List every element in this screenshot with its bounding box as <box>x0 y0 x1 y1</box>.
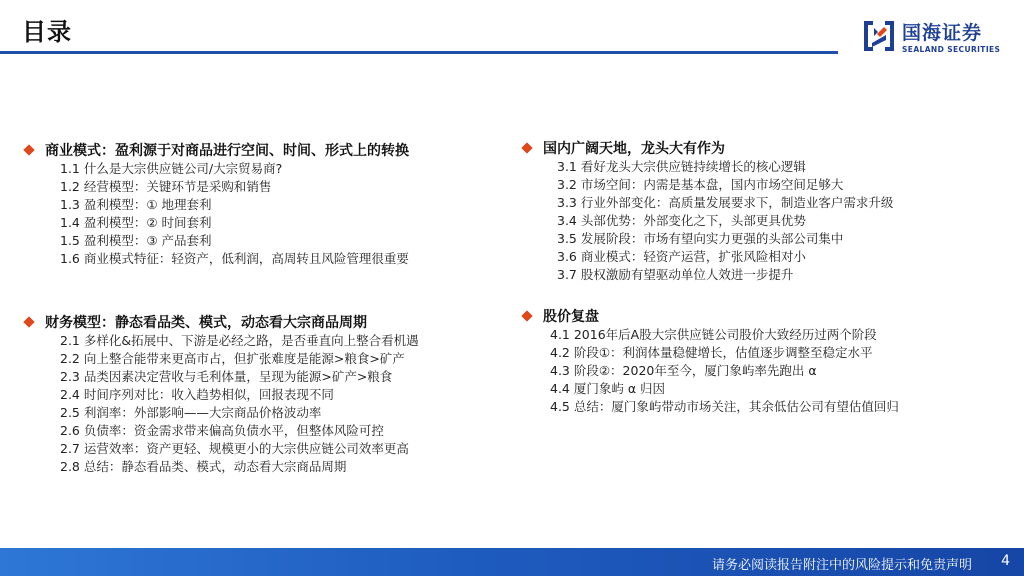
logo-name-en: SEALAND SECURITIES <box>902 45 1001 54</box>
toc-item: 3.6 商业模式：轻资产运营，扩张风险相对小 <box>557 249 806 264</box>
toc-item: 3.3 行业外部变化：高质量发展要求下，制造业客户需求升级 <box>557 195 894 210</box>
toc-item: 4.3 阶段②：2020年至今，厦门象屿率先跑出 α <box>550 363 817 378</box>
page-title: 目录 <box>22 18 72 46</box>
toc-item: 1.4 盈利模型：② 时间套利 <box>60 215 212 230</box>
sealand-logo-icon <box>862 19 896 53</box>
toc-item: 2.3 品类因素决定营收与毛利体量，呈现为能源>矿产>粮食 <box>60 369 393 384</box>
toc-item: 3.1 看好龙头大宗供应链持续增长的核心逻辑 <box>557 159 806 174</box>
toc-item: 1.3 盈利模型：① 地理套利 <box>60 197 212 212</box>
section-heading: 财务模型：静态看品类、模式，动态看大宗商品周期 <box>45 315 367 331</box>
company-logo <box>862 18 1008 58</box>
toc-section-2 <box>22 312 522 476</box>
toc-item: 3.4 头部优势：外部变化之下，头部更具优势 <box>557 213 806 228</box>
toc-item: 4.1 2016年后A股大宗供应链公司股价大致经历过两个阶段 <box>550 327 877 342</box>
logo-name-cn: 国海证券 <box>902 22 983 44</box>
section-heading: 商业模式：盈利源于对商品进行空间、时间、形式上的转换 <box>45 143 409 159</box>
toc-item: 1.2 经营模型：关键环节是采购和销售 <box>60 179 272 194</box>
bullet-diamond-icon <box>23 316 34 327</box>
toc-item: 4.2 阶段①：利润体量稳健增长，估值逐步调整至稳定水平 <box>550 345 873 360</box>
bullet-diamond-icon <box>521 310 532 321</box>
section-heading: 股价复盘 <box>543 309 599 325</box>
toc-item: 2.4 时间序列对比：收入趋势相似，回报表现不同 <box>60 387 334 402</box>
toc-item: 4.4 厦门象屿 α 归因 <box>550 381 666 396</box>
toc-item: 1.5 盈利模型：③ 产品套利 <box>60 233 212 248</box>
title-divider <box>0 51 838 54</box>
toc-item: 2.2 向上整合能带来更高市占，但扩张难度是能源>粮食>矿产 <box>60 351 405 366</box>
bullet-diamond-icon <box>23 144 34 155</box>
toc-item: 2.5 利润率：外部影响——大宗商品价格波动率 <box>60 405 322 420</box>
footer-disclaimer: 请务必阅读报告附注中的风险提示和免责声明 <box>711 558 972 573</box>
toc-item: 4.5 总结：厦门象屿带动市场关注，其余低估公司有望估值回归 <box>550 399 899 414</box>
toc-item: 1.6 商业模式特征：轻资产，低利润，高周转且风险管理很重要 <box>60 251 409 266</box>
toc-item: 3.2 市场空间：内需是基本盘，国内市场空间足够大 <box>557 177 844 192</box>
toc-item: 3.5 发展阶段：市场有望向实力更强的头部公司集中 <box>557 231 844 246</box>
toc-item: 3.7 股权激励有望驱动单位人效进一步提升 <box>557 267 794 282</box>
toc-item: 2.6 负债率：资金需求带来偏高负债水平，但整体风险可控 <box>60 423 384 438</box>
toc-section-3 <box>520 138 1010 284</box>
toc-section-4 <box>520 306 1010 416</box>
toc-item: 2.7 运营效率：资产更轻、规模更小的大宗供应链公司效率更高 <box>60 441 409 456</box>
footer-bar <box>0 548 1024 576</box>
toc-item: 2.1 多样化&拓展中、下游是必经之路，是否垂直向上整合看机遇 <box>60 333 419 348</box>
toc-item: 2.8 总结：静态看品类、模式，动态看大宗商品周期 <box>60 459 347 474</box>
page-number: 4 <box>1001 553 1010 569</box>
bullet-diamond-icon <box>521 142 532 153</box>
toc-item: 1.1 什么是大宗供应链公司/大宗贸易商? <box>60 161 283 176</box>
section-heading: 国内广阔天地，龙头大有作为 <box>543 141 725 157</box>
toc-section-1 <box>22 140 522 268</box>
